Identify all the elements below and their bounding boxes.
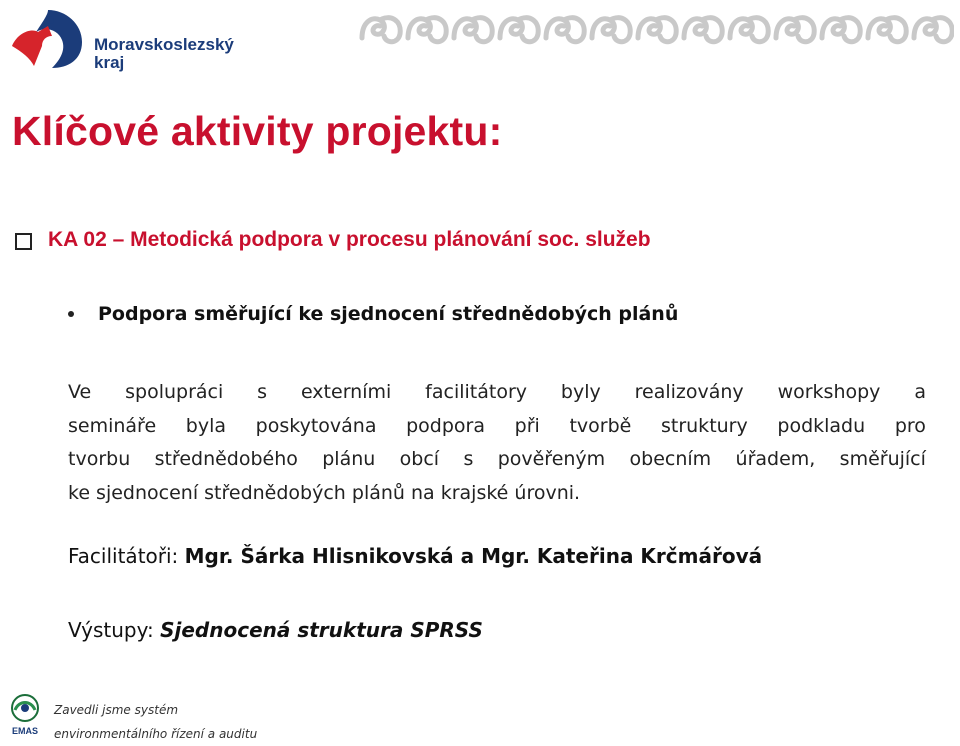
paragraph-line-4: ke sjednocení střednědobých plánů na krajské úrovni.	[68, 481, 581, 504]
logo-subname: kraj	[94, 53, 125, 72]
moravskoslezsky-kraj-logo	[8, 6, 238, 72]
paragraph-line-3: tvorbu střednědobého plánu obcí s pověřeným obecním úřadem, směřující	[68, 448, 926, 470]
footer-line-1: Zavedli jsme systém	[54, 703, 179, 717]
paragraph-line-1: Ve spolupráci s externími facilitátory byly realizovány workshopy a	[68, 381, 926, 403]
facilitators-line	[68, 544, 762, 568]
bullet-text: Podpora směřující ke sjednocení střednědobých plánů	[98, 303, 679, 325]
bullet-item	[68, 303, 678, 325]
wave-pattern-icon	[358, 12, 954, 48]
activity-heading: KA 02 – Metodická podpora v procesu plánování soc. služeb	[48, 228, 651, 251]
emas-label: EMAS	[11, 726, 39, 736]
footer-note	[54, 698, 257, 746]
facilitators-label: Facilitátoři:	[68, 544, 179, 568]
paragraph-line-2: semináře byla poskytována podpora při tvorbě struktury podkladu pro	[68, 414, 926, 437]
region-emblem-icon	[8, 6, 88, 72]
outputs-label: Výstupy:	[68, 618, 154, 642]
activity-item	[15, 228, 651, 252]
checkbox-bullet-icon	[15, 233, 32, 250]
outputs-value: Sjednocená struktura SPRSS	[160, 618, 483, 642]
logo-name: Moravskoslezský	[94, 35, 234, 54]
slide-title: Klíčové aktivity projektu:	[12, 108, 503, 154]
facilitators-names: Mgr. Šárka Hlisnikovská a Mgr. Kateřina Krčmářová	[184, 544, 763, 568]
outputs-line	[68, 618, 483, 642]
emas-logo	[5, 692, 45, 738]
bullet-dot-icon	[68, 311, 74, 317]
footer-line-2: environmentálního řízení a auditu	[54, 727, 258, 741]
description-paragraph	[68, 376, 928, 510]
